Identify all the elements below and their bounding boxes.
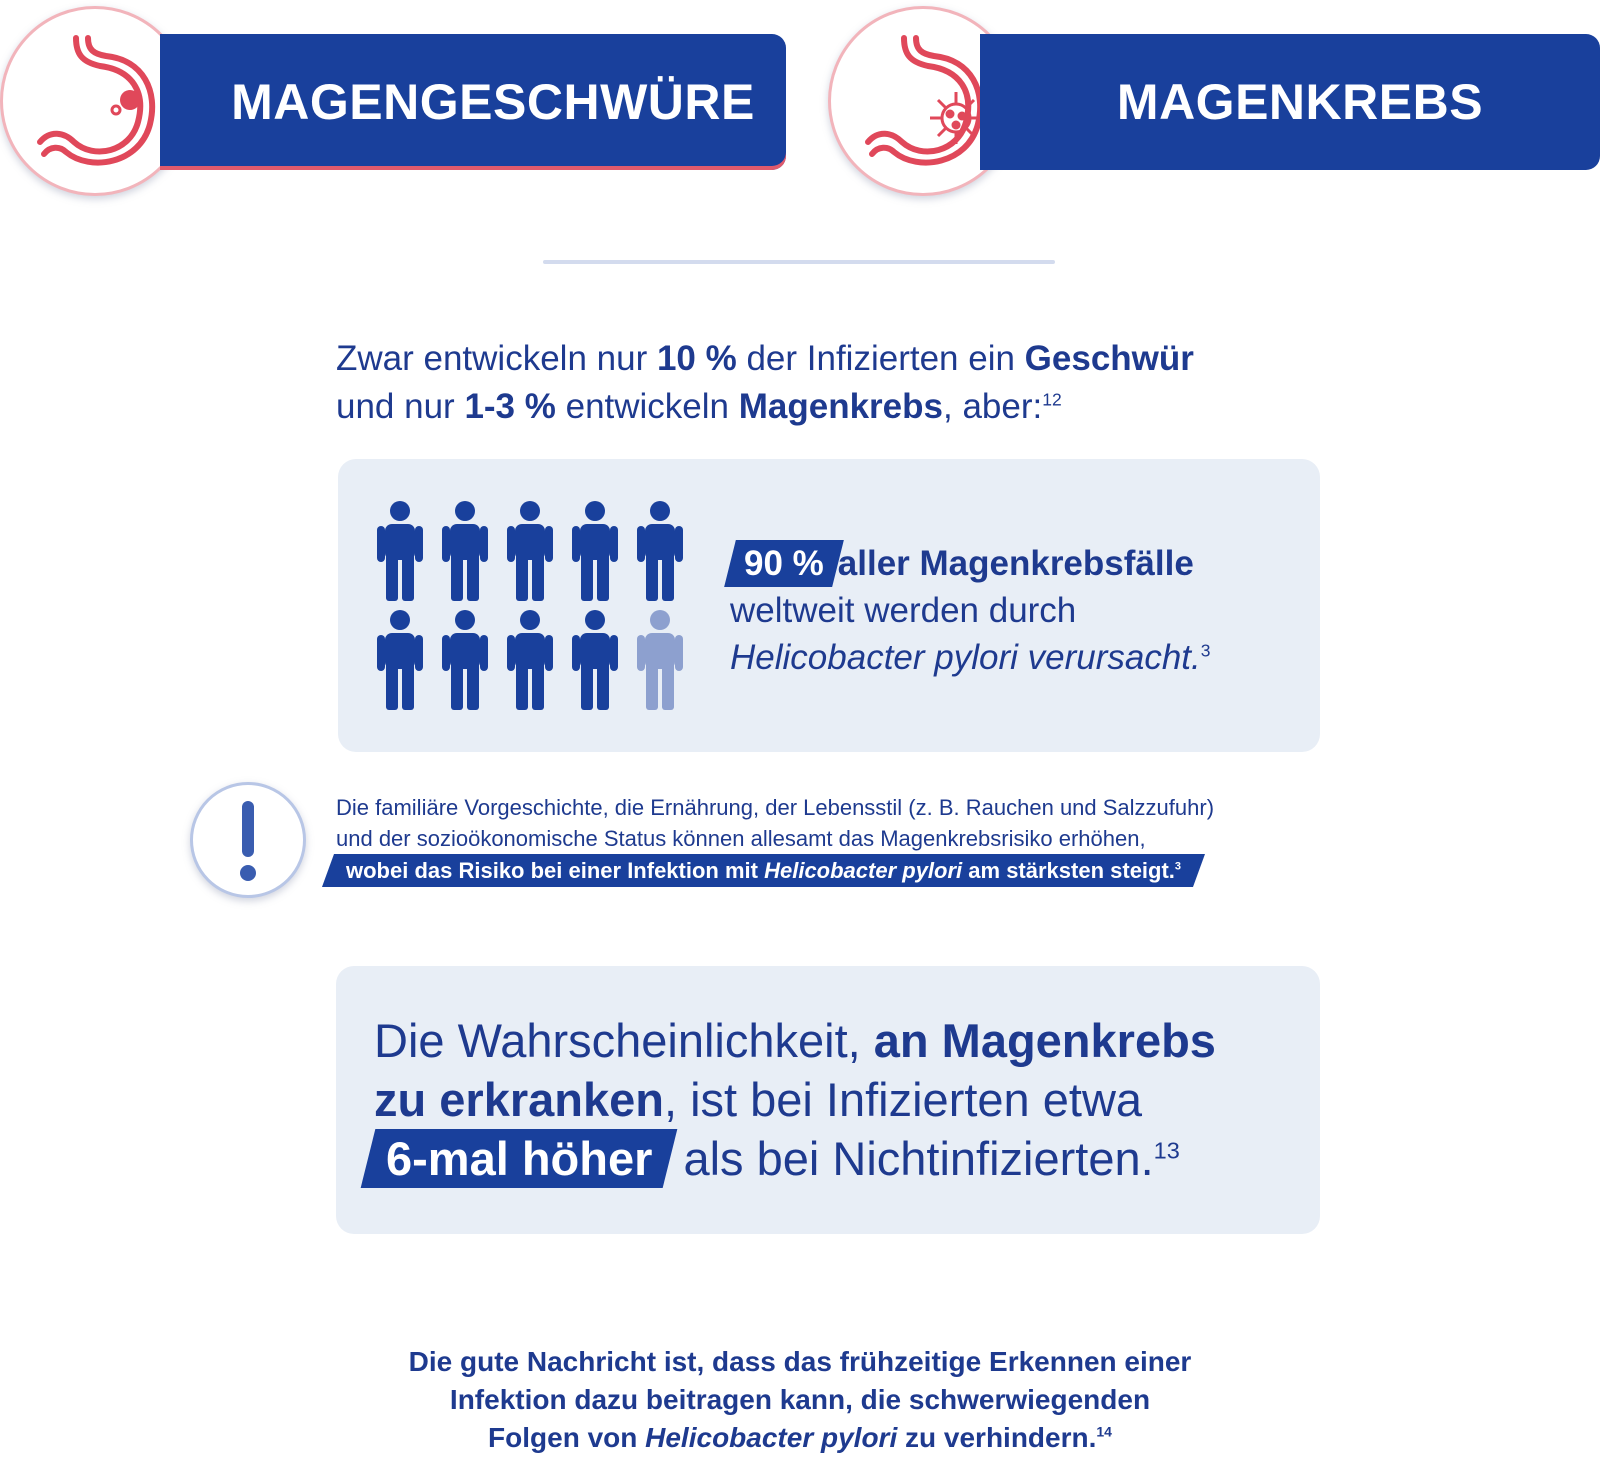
stat-line-3: Helicobacter pylori verursacht. [730, 638, 1201, 677]
footnote-ref: 13 [1153, 1137, 1180, 1164]
stat-line-1: aller Magenkrebsfälle [837, 544, 1194, 583]
probability-highlight: 6-mal höher [386, 1132, 653, 1185]
footnote-ref: 3 [1174, 860, 1182, 873]
intro-text-part: und nur [336, 387, 465, 426]
warning-highlight-part: am stärksten steigt. [962, 858, 1175, 883]
footer-line-1: Die gute Nachricht ist, dass das frühzeitige Erkennen einer [408, 1346, 1192, 1377]
warning-highlight-italic: Helicobacter pylori [764, 858, 963, 883]
warning-highlight-part: wobei das Risiko bei einer Infektion mit [346, 858, 765, 883]
warning-highlight [322, 854, 1205, 887]
footer-line-3: zu verhindern. [897, 1422, 1097, 1453]
person-icon [442, 500, 488, 601]
warning-line-1: Die familiäre Vorgeschichte, die Ernährung, der Lebensstil (z. B. Rauchen und Salzzufuhr) [336, 795, 1215, 820]
probability-bold: zu erkranken [374, 1073, 664, 1126]
intro-bold-ulcer: Geschwür [1024, 339, 1194, 378]
probability-text [374, 1011, 1294, 1188]
stat-line-2: weltweit werden durch [730, 591, 1077, 630]
probability-part: als bei Nichtinfizierten. [670, 1132, 1154, 1185]
intro-text-part: entwickeln [555, 387, 739, 426]
intro-bold-cancer: Magenkrebs [738, 387, 943, 426]
banner-stomach-ulcers [160, 34, 786, 170]
banner-stomach-cancer [980, 34, 1600, 170]
people-pictogram [377, 500, 687, 715]
probability-part: Die Wahrscheinlichkeit, [374, 1014, 874, 1067]
person-icon [507, 609, 553, 710]
banner-title-cancer: MAGENKREBS [1116, 74, 1484, 130]
person-icon [637, 500, 683, 601]
probability-part: , ist bei Infizierten etwa [663, 1073, 1143, 1126]
stomach-ulcer-icon [20, 26, 170, 176]
person-icon [572, 609, 618, 710]
highlight-percent: 90 % [744, 544, 824, 583]
warning-badge [190, 782, 306, 898]
warning-text [336, 792, 1336, 887]
intro-bold-ulcer-percent: 10 % [656, 339, 737, 378]
person-icon [377, 500, 423, 601]
person-icon [377, 609, 423, 710]
intro-text-part: der Infizierten ein [736, 339, 1025, 378]
stomach-cancer-icon [848, 26, 998, 176]
exclamation-icon [228, 795, 268, 885]
warning-line-2: und der sozioökonomische Status können allesamt das Magenkrebsrisiko erhöhen, [336, 826, 1146, 851]
intro-bold-cancer-percent: 1-3 % [464, 387, 556, 426]
person-icon [507, 500, 553, 601]
person-icon [637, 609, 683, 710]
statistic-text [730, 540, 1210, 681]
footnote-ref: 3 [1200, 640, 1211, 661]
footer-italic: Helicobacter pylori [645, 1422, 898, 1453]
intro-text [336, 335, 1336, 431]
footnote-ref: 12 [1042, 389, 1062, 410]
intro-text-part: , aber: [943, 387, 1043, 426]
footer-line-2: Infektion dazu beitragen kann, die schwerwiegenden [449, 1384, 1151, 1415]
banner-title-ulcers: MAGENGESCHWÜRE [231, 74, 755, 130]
footer-text [340, 1343, 1260, 1457]
section-divider [543, 260, 1055, 264]
person-icon [572, 500, 618, 601]
person-icon [442, 609, 488, 710]
footer-line-3: Folgen von [488, 1422, 646, 1453]
intro-text-part: Zwar entwickeln nur [336, 339, 657, 378]
highlight-badge [724, 540, 843, 587]
probability-bold: an Magenkrebs [873, 1014, 1216, 1067]
probability-highlight-badge [361, 1129, 678, 1188]
footnote-ref: 14 [1096, 1423, 1112, 1440]
